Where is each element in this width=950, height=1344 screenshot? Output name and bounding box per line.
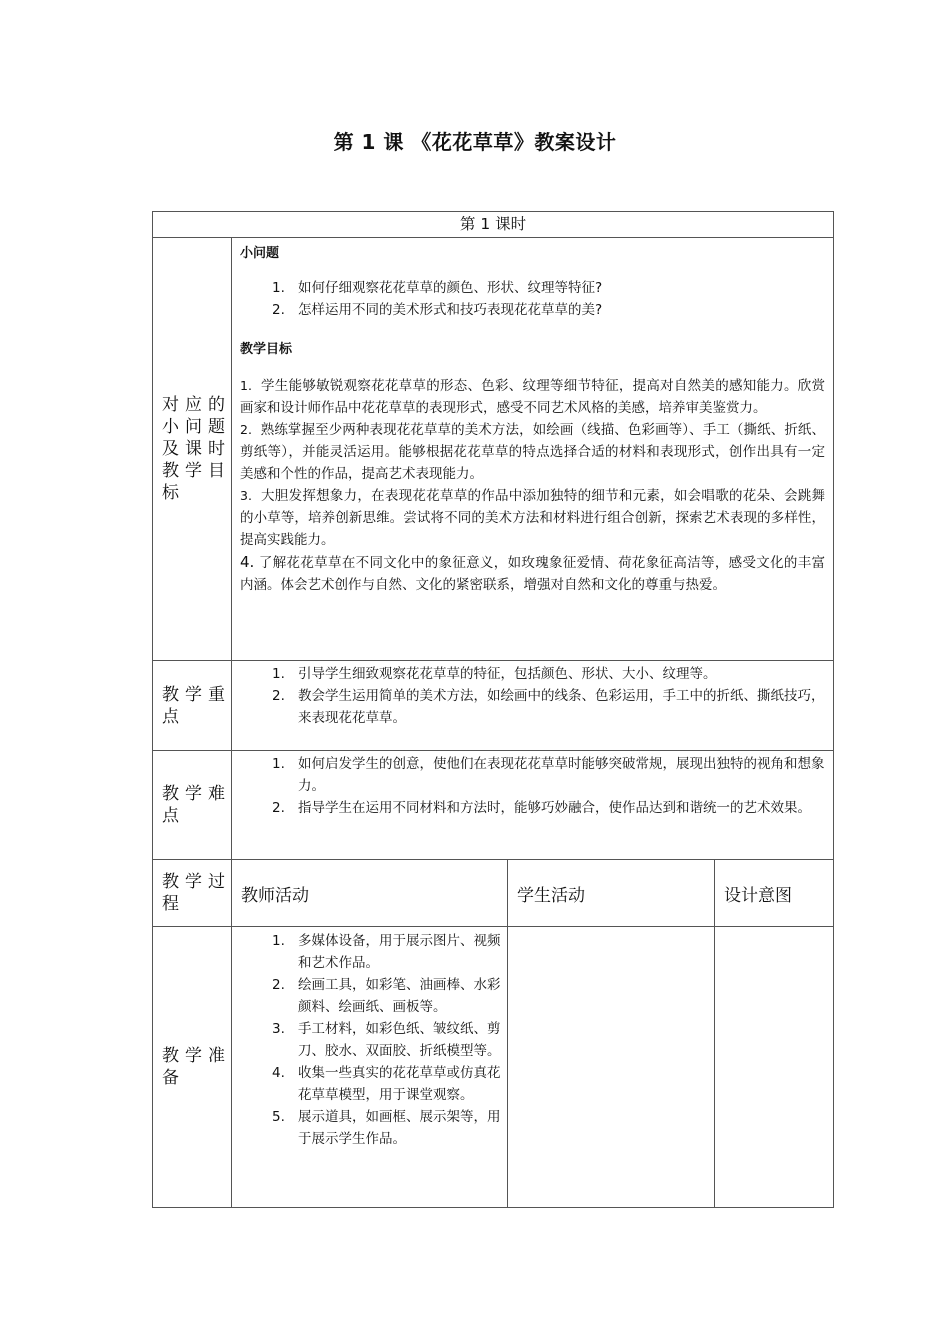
row-label-objectives: 对应的小问题及课时教学目标 bbox=[153, 238, 232, 661]
list-item: 2. 熟练掌握至少两种表现花花草草的美术方法，如绘画（线描、色彩画等）、手工（撕纸、折纸、剪纸等），并能灵活运用。能够根据花花草草的特点选择合适的材料和表现形式，创作出具有一定美感和个性的作品，提高艺术表现能力。 bbox=[240, 422, 826, 482]
col-header-student: 学生活动 bbox=[508, 860, 715, 927]
list-item: 4. 了解花花草草在不同文化中的象征意义，如玫瑰象征爱情、荷花象征高洁等，感受文化的丰富内涵。体会艺术创作与自然、文化的紧密联系，增强对自然和文化的尊重与热爱。 bbox=[240, 553, 826, 593]
preparation-list bbox=[232, 930, 507, 1150]
list-item: 3. 手工材料，如彩色纸、皱纹纸、剪刀、胶水、双面胶、折纸模型等。 bbox=[272, 1021, 501, 1059]
row-label-difficulties: 教学难点 bbox=[153, 751, 232, 860]
list-item: 4. 收集一些真实的花花草草或仿真花花草草模型，用于课堂观察。 bbox=[272, 1065, 501, 1103]
objectives-title: 教学目标 bbox=[240, 342, 293, 357]
lesson-plan-table bbox=[152, 211, 834, 1208]
list-item: 1. 引导学生细致观察花花草草的特征，包括颜色、形状、大小、纹理等。 bbox=[272, 666, 717, 682]
difficulties-list bbox=[232, 753, 833, 819]
col-header-intent: 设计意图 bbox=[715, 860, 834, 927]
col-header-teacher: 教师活动 bbox=[232, 860, 508, 927]
key-points-list bbox=[232, 663, 833, 729]
small-questions-list bbox=[232, 277, 833, 321]
row-label-process: 教学过程 bbox=[153, 860, 232, 927]
objectives-cell bbox=[232, 238, 834, 661]
list-item: 1. 如何仔细观察花花草草的颜色、形状、纹理等特征? bbox=[272, 280, 603, 296]
objectives-list bbox=[232, 375, 833, 596]
list-item: 5. 展示道具，如画框、展示架等，用于展示学生作品。 bbox=[272, 1109, 501, 1147]
student-activity-cell bbox=[508, 927, 715, 1208]
list-item: 1. 多媒体设备，用于展示图片、视频和艺术作品。 bbox=[272, 933, 501, 971]
list-item: 2. 指导学生在运用不同材料和方法时，能够巧妙融合，使作品达到和谐统一的艺术效果。 bbox=[272, 800, 811, 816]
list-item: 2. 绘画工具，如彩笔、油画棒、水彩颜料、绘画纸、画板等。 bbox=[272, 977, 501, 1015]
list-item: 2. 怎样运用不同的美术形式和技巧表现花花草草的美? bbox=[272, 302, 603, 318]
list-item: 2. 教会学生运用简单的美术方法，如绘画中的线条、色彩运用，手工中的折纸、撕纸技巧，来表现花花草草。 bbox=[272, 688, 825, 726]
page-title: 第 1 课 《花花草草》教案设计 bbox=[333, 130, 617, 154]
row-label-key-points: 教学重点 bbox=[153, 661, 232, 751]
key-points-cell bbox=[232, 661, 834, 751]
design-intent-cell bbox=[715, 927, 834, 1208]
difficulties-cell bbox=[232, 751, 834, 860]
row-label-preparation: 教学准备 bbox=[153, 927, 232, 1208]
lesson-header: 第 1 课时 bbox=[153, 212, 834, 238]
preparation-cell bbox=[232, 927, 508, 1208]
list-item: 3. 大胆发挥想象力，在表现花花草草的作品中添加独特的细节和元素，如会唱歌的花朵、会跳舞的小草等，培养创新思维。尝试将不同的美术方法和材料进行组合创新，探索艺术表现的多样性，提高实践能力。 bbox=[240, 488, 826, 548]
list-item: 1. 如何启发学生的创意，使他们在表现花花草草时能够突破常规，展现出独特的视角和想象力。 bbox=[272, 756, 825, 794]
list-item: 1. 学生能够敏锐观察花花草草的形态、色彩、纹理等细节特征，提高对自然美的感知能力。欣赏画家和设计师作品中花花草草的表现形式，感受不同艺术风格的美感，培养审美鉴赏力。 bbox=[240, 378, 826, 416]
small-questions-title: 小问题 bbox=[240, 246, 280, 261]
